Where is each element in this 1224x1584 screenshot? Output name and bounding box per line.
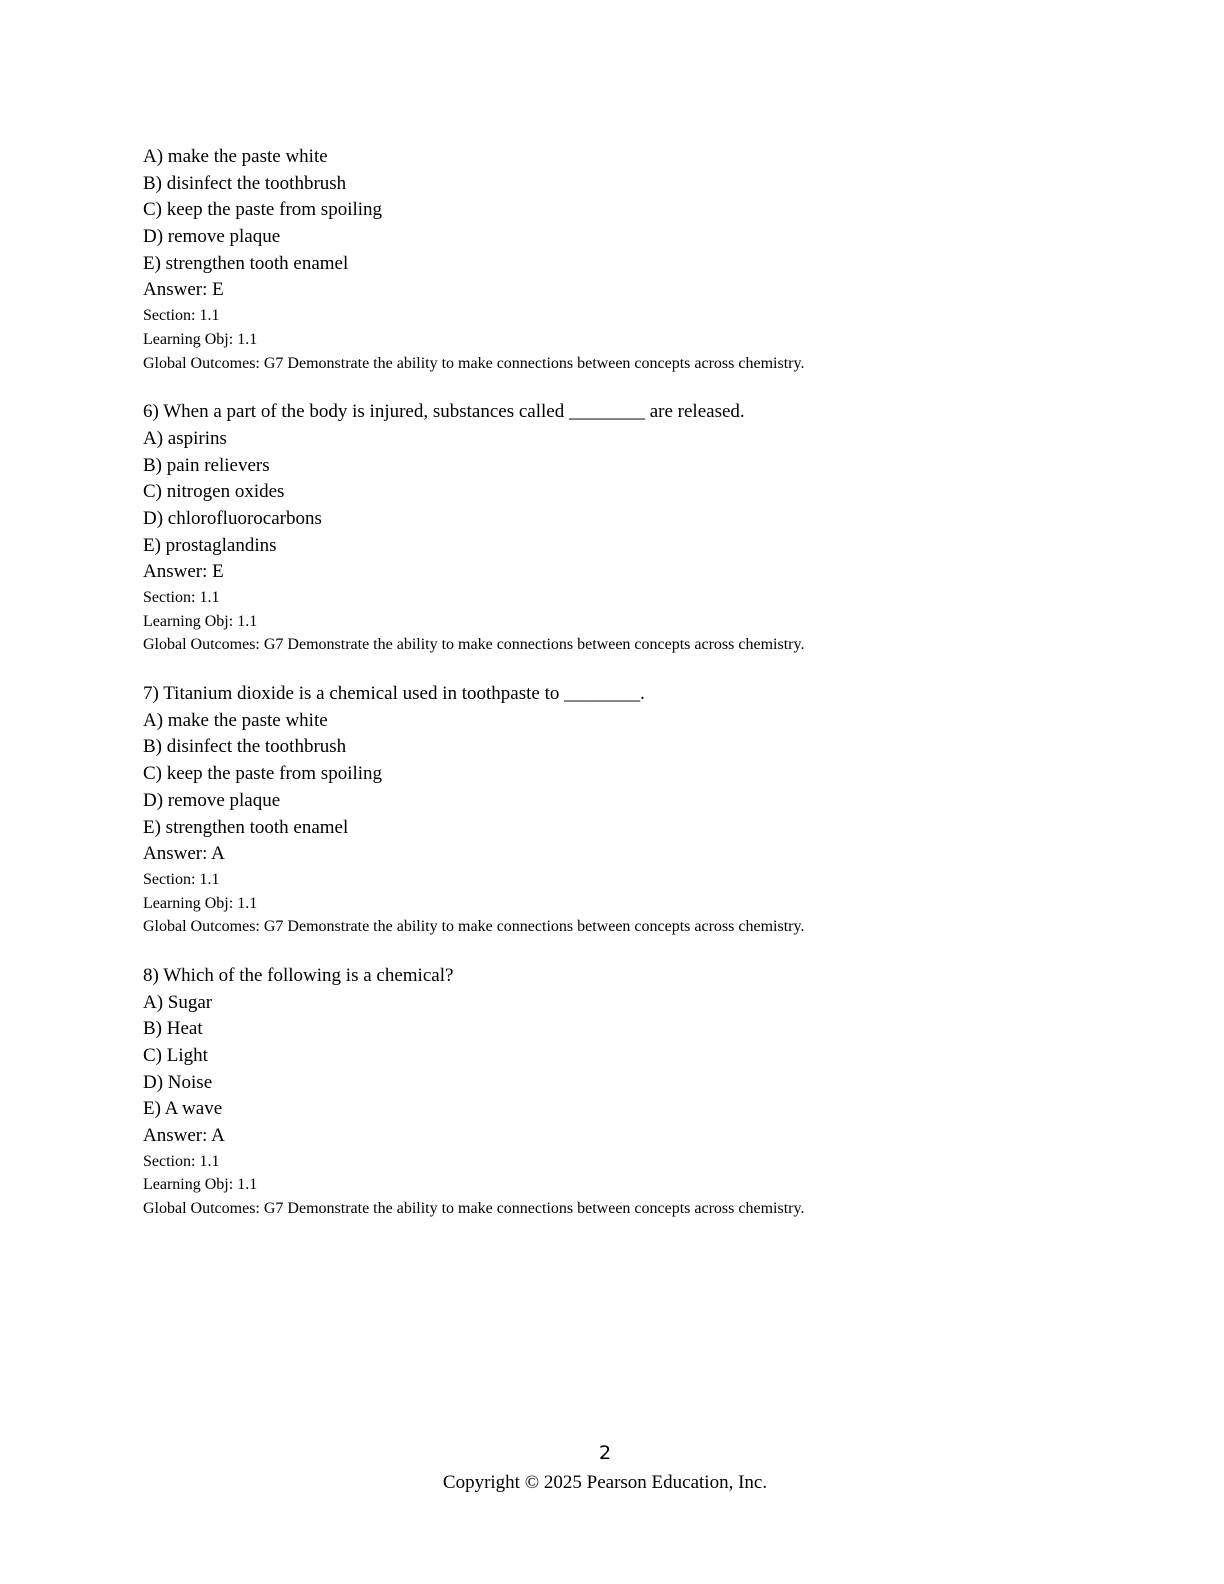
option-c: C) nitrogen oxides: [143, 481, 285, 503]
section: Section: 1.1: [143, 307, 220, 325]
option-e: E) prostaglandins: [143, 534, 277, 556]
global-outcomes: Global Outcomes: G7 Demonstrate the ability to make connections between concepts across chemistry.: [143, 354, 805, 372]
option-d: D) Noise: [143, 1071, 213, 1093]
question-8: [143, 963, 1093, 1221]
answer: Answer: E: [143, 561, 224, 583]
question-7: [143, 681, 1093, 939]
question-stem: 6) When a part of the body is injured, substances called ________ are released.: [143, 401, 745, 423]
option-c: C) Light: [143, 1045, 208, 1066]
option-c: C) keep the paste from spoiling: [143, 763, 383, 785]
option-d: D) remove plaque: [143, 226, 281, 248]
global-outcomes: Global Outcomes: G7 Demonstrate the ability to make connections between concepts across chemistry.: [143, 1200, 805, 1218]
learning-obj: Learning Obj: 1.1: [143, 894, 258, 912]
global-outcomes: Global Outcomes: G7 Demonstrate the ability to make connections between concepts across chemistry.: [143, 636, 805, 654]
option-a: A) make the paste white: [143, 709, 328, 731]
section: Section: 1.1: [143, 589, 220, 606]
question-stem: 7) Titanium dioxide is a chemical used in toothpaste to ________.: [143, 683, 645, 705]
question-stem: 8) Which of the following is a chemical?: [143, 964, 454, 986]
learning-obj: Learning Obj: 1.1: [143, 1176, 258, 1194]
page-number: 2: [598, 1442, 612, 1464]
option-b: B) pain relievers: [143, 454, 270, 476]
copyright-notice: Copyright © 2025 Pearson Education, Inc.: [442, 1472, 768, 1493]
section: Section: 1.1: [143, 870, 220, 888]
option-d: D) remove plaque: [143, 789, 281, 811]
option-d: D) chlorofluorocarbons: [143, 507, 322, 529]
option-c: C) keep the paste from spoiling: [143, 199, 383, 221]
answer: Answer: A: [143, 843, 225, 865]
option-b: B) disinfect the toothbrush: [143, 736, 347, 758]
option-a: A) make the paste white: [143, 146, 328, 167]
option-e: E) strengthen tooth enamel: [143, 252, 349, 274]
answer: Answer: A: [143, 1125, 225, 1147]
option-a: A) Sugar: [143, 991, 213, 1013]
option-e: E) A wave: [143, 1098, 223, 1120]
global-outcomes: Global Outcomes: G7 Demonstrate the ability to make connections between concepts across chemistry.: [143, 918, 805, 936]
section: Section: 1.1: [143, 1152, 220, 1170]
question-5-continued: [143, 144, 1093, 375]
option-b: B) Heat: [143, 1018, 203, 1040]
option-e: E) strengthen tooth enamel: [143, 816, 349, 838]
document-body: [143, 144, 1093, 1245]
option-b: B) disinfect the toothbrush: [143, 172, 347, 194]
answer: Answer: E: [143, 279, 224, 301]
learning-obj: Learning Obj: 1.1: [143, 330, 258, 348]
learning-obj: Learning Obj: 1.1: [143, 612, 258, 630]
option-a: A) aspirins: [143, 427, 227, 449]
question-6: [143, 399, 1093, 657]
